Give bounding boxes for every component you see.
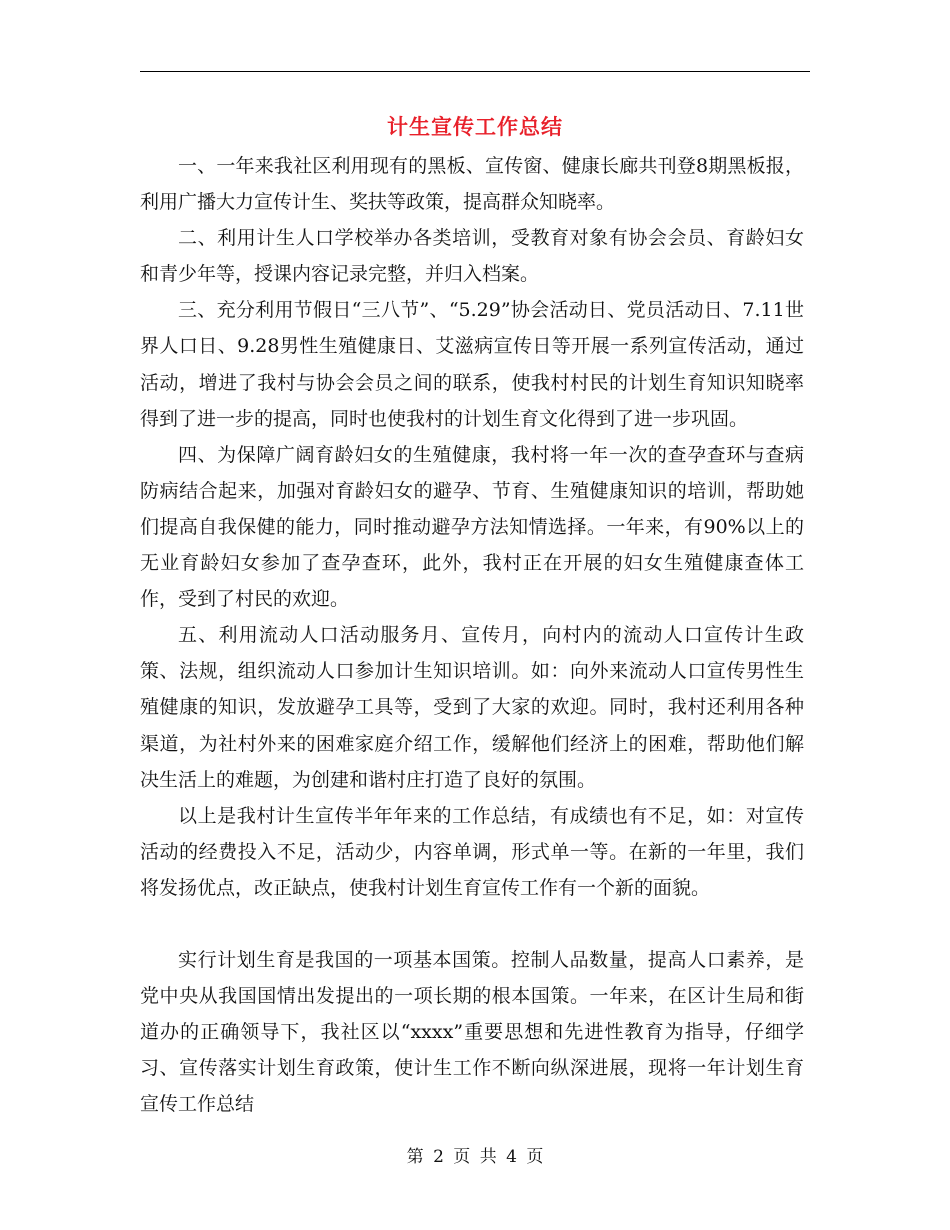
- paragraph-3: 三、充分利用节假日“三八节”、“5.29”协会活动日、党员活动日、7.11世界人口日、9.28男性生殖健康日、艾滋病宣传日等开展一系列宣传活动，通过活动，增进了我村与协会会员之间的联系，使我村村民的计划生育知识知晓率得到了进一步的提高，同时也使我村的计划生育文化得到了进一步巩固。: [140, 299, 804, 430]
- document-body: [140, 148, 804, 1122]
- paragraph-1: 一、一年来我社区利用现有的黑板、宣传窗、健康长廊共刊登8期黑板报，利用广播大力宣传计生、奖扶等政策，提高群众知晓率。: [140, 155, 804, 214]
- page-number-footer: 第 2 页 共 4 页: [406, 1147, 544, 1167]
- paragraph-5: 五、利用流动人口活动服务月、宣传月，向村内的流动人口宣传计生政策、法规，组织流动人口参加计生知识培训。如：向外来流动人口宣传男性生殖健康的知识，发放避孕工具等，受到了大家的欢迎。同时，我村还利用各种渠道，为社村外来的困难家庭介绍工作，缓解他们经济上的困难，帮助他们解决生活上的难题，为创建和谐村庄打造了良好的氛围。: [140, 624, 804, 791]
- paragraph-4: 四、为保障广阔育龄妇女的生殖健康，我村将一年一次的查孕查环与查病防病结合起来，加强对育龄妇女的避孕、节育、生殖健康知识的培训，帮助她们提高自我保健的能力，同时推动避孕方法知情选择。一年来，有90%以上的无业育龄妇女参加了查孕查环，此外，我村正在开展的妇女生殖健康查体工作，受到了村民的欢迎。: [140, 443, 804, 611]
- paragraph-6: 以上是我村计生宣传半年年来的工作总结，有成绩也有不足，如：对宣传活动的经费投入不足，活动少，内容单调，形式单一等。在新的一年里，我们将发扬优点，改正缺点，使我村计划生育宣传工作有一个新的面貌。: [140, 804, 804, 899]
- paragraph-2: 二、利用计生人口学校举办各类培训，受教育对象有协会会员、育龄妇女和青少年等，授课内容记录完整，并归入档案。: [140, 227, 804, 286]
- paragraph-7: 实行计划生育是我国的一项基本国策。控制人品数量，提高人口素养，是党中央从我国国情出发提出的一项长期的根本国策。一年来，在区计生局和街道办的正确领导下，我社区以“xxxx”重要思想和先进性教育为指导，仔细学习、宣传落实计划生育政策，使计生工作不断向纵深进展，现将一年计划生育宣传工作总结: [140, 948, 804, 1116]
- document-title: 计生宣传工作总结: [387, 114, 563, 139]
- header-rule: [140, 71, 810, 72]
